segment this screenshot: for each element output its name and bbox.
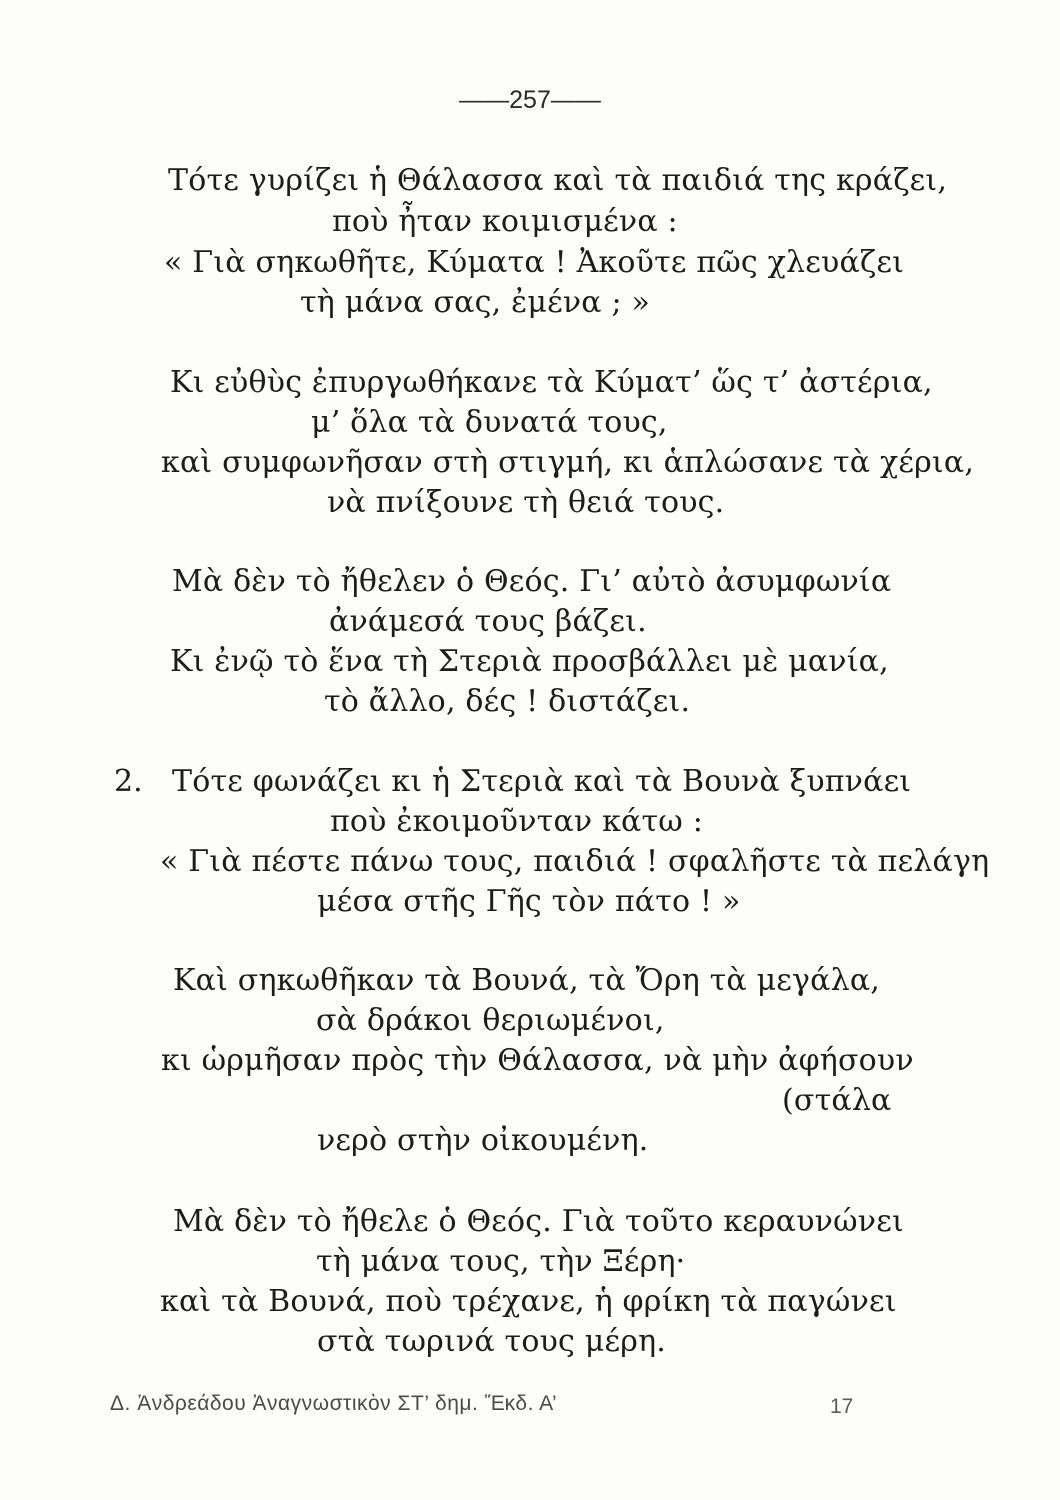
poem-line: τὸ ἄλλο, δές ! διστάζει. (324, 684, 691, 719)
poem-line: μ’ ὅλα τὰ δυνατά τους, (311, 405, 668, 440)
poem-line: « Γιὰ πέστε πάνω τους, παιδιά ! σφαλῆστε τὰ πελάγη (160, 844, 990, 879)
poem-line: κι ὡρμῆσαν πρὸς τὴν Θάλασσα, νὰ μὴν ἀφήσουν (161, 1043, 914, 1078)
poem-line: Καὶ σηκωθῆκαν τὰ Βουνά, τὰ Ὄρη τὰ μεγάλα, (173, 963, 881, 998)
poem-line-turnover: (στάλα (782, 1083, 892, 1118)
poem-line: καὶ τὰ Βουνά, ποὺ τρέχανε, ἡ φρίκη τὰ παγώνει (160, 1284, 897, 1319)
footer-source: Δ. Ἀνδρεάδου Ἀναγνωστικὸν ΣΤ’ δημ. Ἔκδ. Α’ (110, 1392, 558, 1415)
poem-line: καὶ συμφωνῆσαν στὴ στιγμή, κι ἁπλώσανε τὰ χέρια, (161, 445, 975, 480)
poem-line: νὰ πνίξουνε τὴ θειά τους. (327, 485, 725, 520)
printer-signature: 17 (830, 1395, 854, 1418)
poem-line: Κι εὐθὺς ἐπυργωθήκανε τὰ Κύματ’ ὥς τ’ ἀστέρια, (170, 365, 933, 400)
poem-line: ποὺ ἐκοιμοῦνταν κάτω : (330, 804, 703, 839)
poem-line: Κι ἐνῷ τὸ ἕνα τὴ Στεριὰ προσβάλλει μὲ μανία, (170, 644, 889, 679)
poem-line: τὴ μάνα τους, τὴν Ξέρη· (316, 1244, 686, 1279)
poem-line: μέσα στῆς Γῆς τὸν πάτο ! » (317, 884, 741, 919)
poem-line: Μὰ δὲν τὸ ἤθελεν ὁ Θεός. Γι’ αὐτὸ ἀσυμφωνία (172, 564, 892, 599)
poem-line: ποὺ ἦταν κοιμισμένα : (332, 204, 678, 239)
poem-line: τὴ μάνα σας, ἐμένα ; » (300, 285, 651, 320)
stanza-number: 2. (114, 764, 143, 799)
poem-line: στὰ τωρινά τους μέρη. (317, 1324, 666, 1359)
poem-line: Μὰ δὲν τὸ ἤθελε ὁ Θεός. Γιὰ τοῦτο κεραυνώνει (173, 1204, 904, 1239)
page-number: ——257—— (459, 86, 601, 114)
poem-line: « Γιὰ σηκωθῆτε, Κύματα ! Ἀκοῦτε πῶς χλευάζει (164, 245, 905, 280)
poem-line: Τότε φωνάζει κι ἡ Στεριὰ καὶ τὰ Βουνὰ ξυπνάει (172, 764, 912, 799)
poem-line: σὰ δράκοι θεριωμένοι, (316, 1003, 665, 1038)
poem-line: νερὸ στὴν οἰκουμένη. (317, 1123, 649, 1158)
poem-line: ἀνάμεσά τους βάζει. (329, 604, 647, 639)
poem-line: Τότε γυρίζει ἡ Θάλασσα καὶ τὰ παιδιά της κράζει, (168, 163, 948, 198)
